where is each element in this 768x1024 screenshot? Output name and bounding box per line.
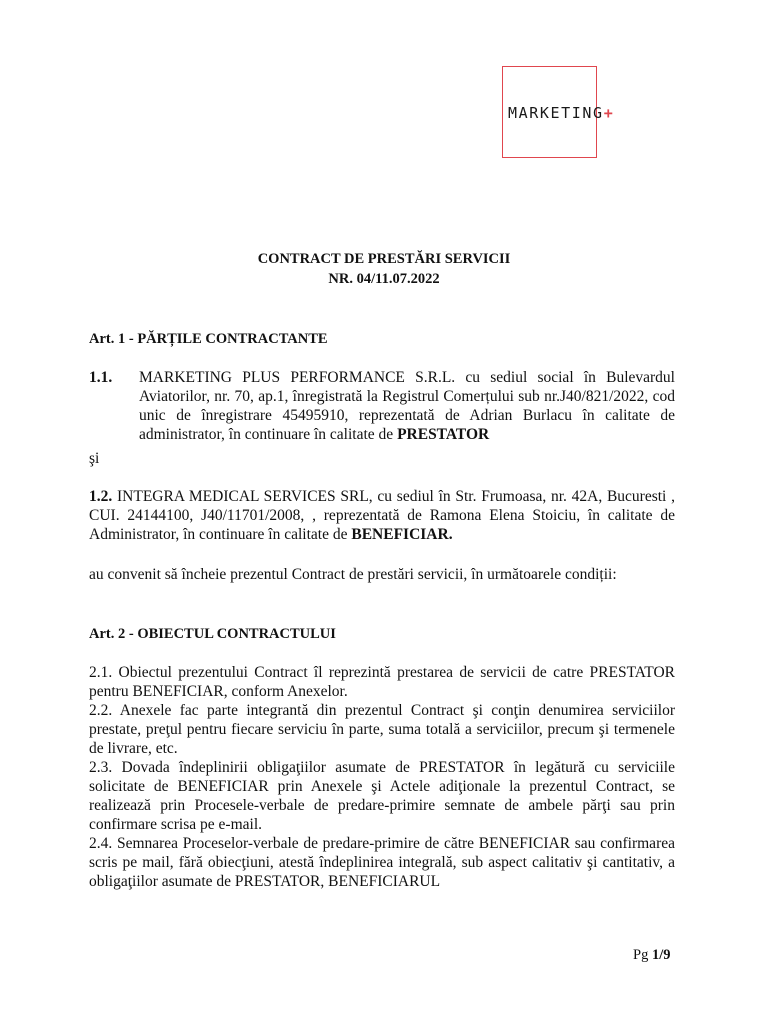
clause-1-1-role: PRESTATOR: [397, 426, 490, 443]
agreement-sentence: au convenit să încheie prezentul Contract de prestări servicii, în următoarele condiții:: [89, 566, 617, 583]
clause-2-1: 2.1. Obiectul prezentului Contract îl reprezintă prestarea de servicii de catre PRESTATOR pentru BENEFICIAR, conform Anexelor.: [89, 664, 675, 700]
article-2-heading: Art. 2 - OBIECTUL CONTRACTULUI: [89, 626, 336, 642]
article-2-body: [89, 663, 675, 891]
conjunction-si: şi: [89, 450, 100, 467]
logo-word: MARKETING: [508, 104, 604, 122]
contract-number: NR. 04/11.07.2022: [328, 271, 440, 287]
clause-1-1-number: 1.1.: [89, 369, 113, 386]
clause-2-4: 2.4. Semnarea Proceselor-verbale de predare-primire de către BENEFICIAR sau confirmarea scris pe mail, fără obiecţiuni, atestă îndeplinirea integrală, sub aspect calitativ şi cantitativ, a obligaţiilor asumate de PRESTATOR, BENEFICIARUL: [89, 835, 675, 890]
clause-1-2-role: BENEFICIAR.: [351, 526, 453, 543]
logo-plus-icon: +: [603, 104, 615, 122]
clause-2-3: 2.3. Dovada îndeplinirii obligaţiilor asumate de PRESTATOR în legătură cu serviciile solicitate de BENEFICIAR prin Anexele şi Actele adiţionale la prezentul Contract, se realizează prin Procesele-verbale de predare-primire semnate de ambele părţi sau prin confirmare scrisa pe e-mail.: [89, 759, 675, 833]
page-label: Pg: [633, 947, 652, 963]
article-1-heading: Art. 1 - PĂRȚILE CONTRACTANTE: [89, 331, 328, 347]
clause-1-2-number: 1.2.: [89, 488, 113, 505]
clause-1-1-text: MARKETING PLUS PERFORMANCE S.R.L. cu sediul social în Bulevardul Aviatorilor, nr. 70, ap.1, înregistrată la Registrul Comerțului sub nr.J40/821/2022, cod unic de înregistrare 45495910, reprezentată de Adrian Burlacu în calitate de administrator, în continuare în calitate de: [139, 369, 675, 443]
clause-1-2-text: INTEGRA MEDICAL SERVICES SRL, cu sediul în Str. Frumoasa, nr. 42A, Bucuresti , CUI. 24144100, J40/11701/2008, , reprezentată de Ramona Elena Stoiciu, în calitate de Administrator, în continuare în calitate de: [89, 488, 675, 543]
clause-1-1: [139, 368, 675, 444]
logo-wordmark: [508, 104, 614, 123]
page-count: 1/9: [651, 947, 671, 963]
clause-1-2: [89, 487, 675, 544]
clause-2-2: 2.2. Anexele fac parte integrantă din prezentul Contract şi conţin denumirea serviciilor prestate, preţul pentru fiecare serviciu în parte, suma totală a serviciilor, precum şi termenele de livrare, etc.: [89, 702, 675, 757]
contract-title: CONTRACT DE PRESTĂRI SERVICII: [257, 251, 511, 267]
page-number: [633, 946, 670, 965]
